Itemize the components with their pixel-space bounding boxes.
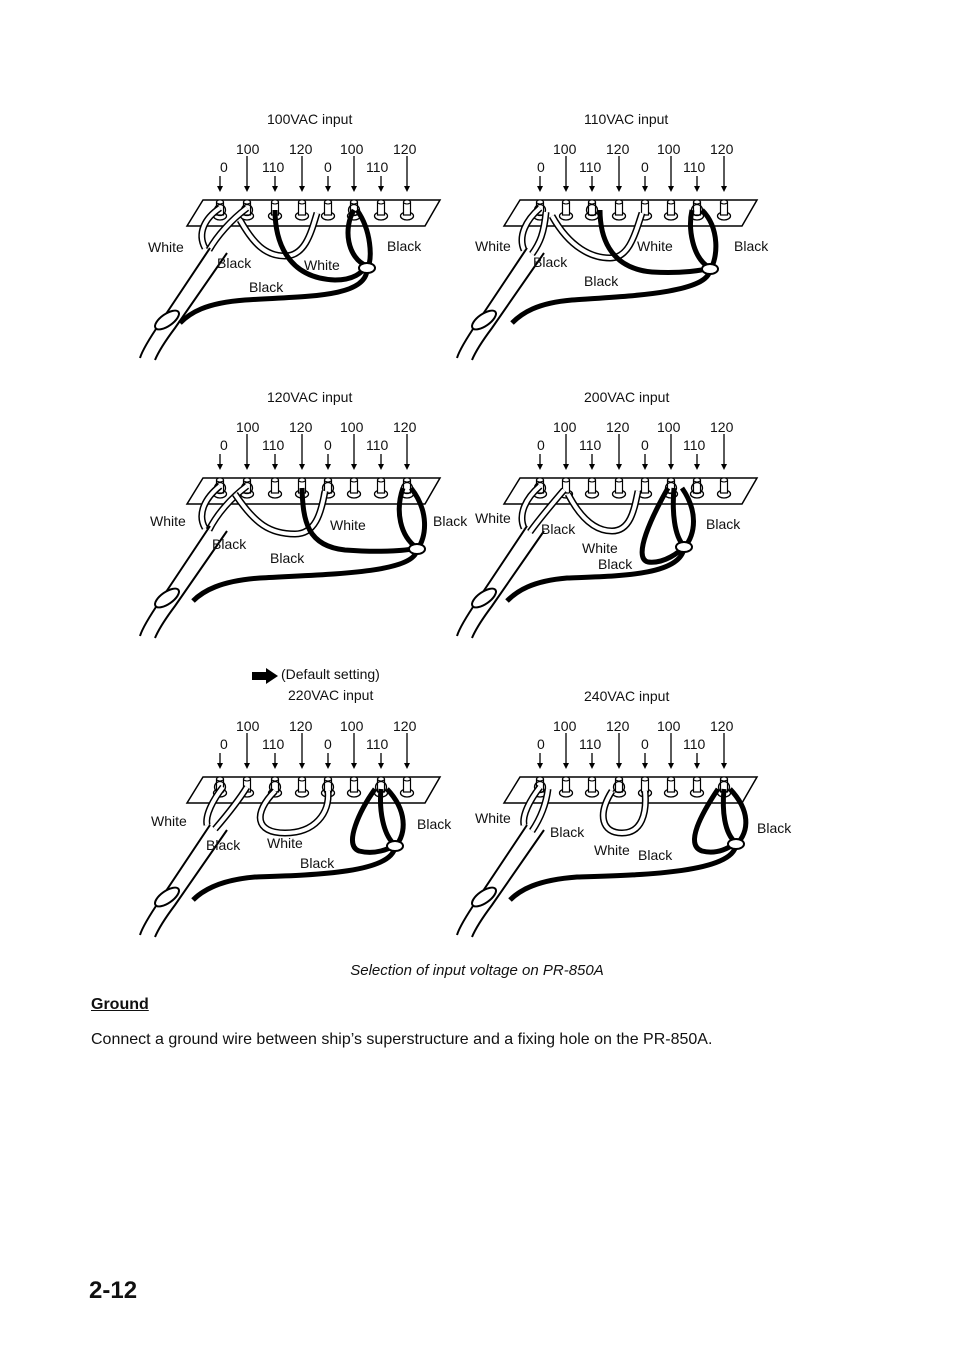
tap-arrow — [642, 454, 648, 470]
tap-arrow — [404, 733, 410, 769]
tap-label-top: 100 — [657, 141, 681, 157]
wire-label: Black — [270, 550, 305, 566]
section-heading: Ground — [91, 996, 149, 1013]
tap-label-bottom: 110 — [579, 159, 602, 175]
tap-label-top: 120 — [606, 141, 630, 157]
arrow-right-icon — [251, 668, 279, 684]
tap-arrow — [272, 454, 278, 470]
wire-label: White — [582, 540, 618, 556]
tap-label-top: 100 — [236, 718, 260, 734]
section-body: Connect a ground wire between ship’s superstructure and a fixing hole on the PR-850A. — [91, 1031, 713, 1048]
wire-label: Black — [533, 254, 568, 270]
wire-label: Black — [212, 536, 247, 552]
tap-label-top: 100 — [340, 718, 364, 734]
wire-label: Black — [706, 516, 741, 532]
tap-arrow — [217, 176, 223, 192]
tap-arrow — [642, 753, 648, 769]
diagram-title: 100VAC input — [267, 111, 353, 127]
wire-label: Black — [206, 837, 241, 853]
wire-label: White — [150, 513, 186, 529]
tap-label-bottom: 0 — [641, 736, 649, 752]
tap-label-top: 100 — [553, 141, 577, 157]
tap-label-top: 120 — [289, 419, 313, 435]
wire-label: Black — [638, 847, 673, 863]
tap-label-top: 120 — [393, 419, 417, 435]
tap-label-top: 120 — [606, 419, 630, 435]
wire-label: Black — [249, 279, 284, 295]
tap-label-top: 100 — [657, 718, 681, 734]
tap-label-bottom: 0 — [537, 736, 545, 752]
tap-arrow — [325, 176, 331, 192]
tap-label-bottom: 110 — [366, 437, 389, 453]
tap-arrow — [721, 733, 727, 769]
tap-label-bottom: 110 — [366, 159, 389, 175]
tap-arrow — [378, 454, 384, 470]
tap-label-bottom: 110 — [683, 437, 706, 453]
diagram-240vac — [452, 685, 792, 965]
tap-arrow — [589, 176, 595, 192]
tap-arrow — [721, 156, 727, 192]
diagram-title: 120VAC input — [267, 389, 353, 405]
diagram-title: 200VAC input — [584, 389, 670, 405]
tap-arrow — [404, 156, 410, 192]
tap-label-bottom: 0 — [641, 437, 649, 453]
tap-arrow — [299, 434, 305, 470]
tap-arrow — [378, 176, 384, 192]
tap-arrow — [299, 156, 305, 192]
wire-label: White — [475, 810, 511, 826]
tap-arrow — [694, 454, 700, 470]
tap-label-bottom: 110 — [262, 736, 285, 752]
tap-arrow — [272, 176, 278, 192]
tap-label-bottom: 0 — [324, 159, 332, 175]
tap-arrow — [668, 733, 674, 769]
diagram-title: 240VAC input — [584, 688, 670, 704]
wire-label: White — [151, 813, 187, 829]
default-setting-note: (Default setting) — [281, 666, 380, 682]
tap-arrow — [537, 753, 543, 769]
wire-label: White — [267, 835, 303, 851]
tap-label-bottom: 0 — [537, 159, 545, 175]
diagram-200vac — [452, 386, 772, 666]
tap-label-top: 100 — [657, 419, 681, 435]
tap-arrow — [217, 753, 223, 769]
tap-arrow — [616, 156, 622, 192]
tap-label-top: 120 — [393, 141, 417, 157]
tap-arrow — [668, 156, 674, 192]
tap-arrow — [642, 176, 648, 192]
tap-arrow — [351, 156, 357, 192]
tap-arrow — [325, 454, 331, 470]
wire-label: White — [475, 510, 511, 526]
wire-label: Black — [584, 273, 619, 289]
tap-label-top: 120 — [710, 718, 734, 734]
wire-label: Black — [734, 238, 769, 254]
tap-arrow — [378, 753, 384, 769]
diagram-100vac — [135, 108, 455, 388]
tap-arrow — [244, 434, 250, 470]
tap-arrow — [694, 176, 700, 192]
wire-label: White — [475, 238, 511, 254]
wire-label: White — [637, 238, 673, 254]
wire-label: White — [148, 239, 184, 255]
tap-label-top: 120 — [393, 718, 417, 734]
wire-label: White — [594, 842, 630, 858]
tap-label-top: 120 — [710, 419, 734, 435]
tap-label-bottom: 110 — [262, 437, 285, 453]
tap-arrow — [616, 434, 622, 470]
wire-label: Black — [217, 255, 252, 271]
tap-label-top: 120 — [710, 141, 734, 157]
tap-arrow — [589, 454, 595, 470]
wire-label: Black — [433, 513, 468, 529]
tap-label-bottom: 110 — [683, 159, 706, 175]
tap-arrow — [616, 733, 622, 769]
tap-arrow — [217, 454, 223, 470]
tap-label-top: 100 — [340, 419, 364, 435]
wire-label: White — [330, 517, 366, 533]
tap-label-bottom: 110 — [579, 437, 602, 453]
tap-label-top: 120 — [606, 718, 630, 734]
diagram-220vac — [135, 685, 455, 965]
tap-label-top: 100 — [236, 419, 260, 435]
tap-arrow — [351, 733, 357, 769]
tap-label-bottom: 0 — [324, 736, 332, 752]
tap-arrow — [589, 753, 595, 769]
tap-arrow — [563, 733, 569, 769]
tap-label-bottom: 110 — [683, 736, 706, 752]
tap-arrow — [325, 753, 331, 769]
tap-label-top: 100 — [236, 141, 260, 157]
tap-label-bottom: 0 — [220, 437, 228, 453]
tap-arrow — [668, 434, 674, 470]
tap-arrow — [351, 434, 357, 470]
tap-label-top: 120 — [289, 718, 313, 734]
tap-label-bottom: 0 — [324, 437, 332, 453]
wire-label: Black — [550, 824, 585, 840]
tap-arrow — [694, 753, 700, 769]
tap-label-bottom: 110 — [262, 159, 285, 175]
tap-arrow — [537, 454, 543, 470]
wire-label: Black — [417, 816, 452, 832]
figure-caption: Selection of input voltage on PR-850A — [350, 962, 604, 979]
tap-arrow — [563, 156, 569, 192]
tap-label-top: 100 — [553, 419, 577, 435]
tap-label-top: 120 — [289, 141, 313, 157]
tap-label-bottom: 110 — [366, 736, 389, 752]
tap-arrow — [299, 733, 305, 769]
diagram-110vac — [452, 108, 772, 388]
tap-label-bottom: 0 — [220, 736, 228, 752]
wire-label: White — [304, 257, 340, 273]
tap-arrow — [272, 753, 278, 769]
diagram-title: 220VAC input — [288, 687, 374, 703]
wire-label: Black — [757, 820, 792, 836]
page-number: 2-12 — [89, 1277, 138, 1304]
tap-arrow — [721, 434, 727, 470]
wire-label: Black — [598, 556, 633, 572]
tap-arrow — [244, 733, 250, 769]
diagram-title: 110VAC input — [584, 111, 669, 127]
tap-label-bottom: 0 — [220, 159, 228, 175]
tap-label-top: 100 — [553, 718, 577, 734]
tap-arrow — [244, 156, 250, 192]
tap-label-bottom: 110 — [579, 736, 602, 752]
wire-label: Black — [541, 521, 576, 537]
wire-label: Black — [300, 855, 335, 871]
tap-arrow — [537, 176, 543, 192]
tap-label-bottom: 0 — [641, 159, 649, 175]
diagram-120vac — [135, 386, 468, 666]
tap-arrow — [563, 434, 569, 470]
tap-label-bottom: 0 — [537, 437, 545, 453]
wire-label: Black — [387, 238, 422, 254]
tap-label-top: 100 — [340, 141, 364, 157]
tap-arrow — [404, 434, 410, 470]
